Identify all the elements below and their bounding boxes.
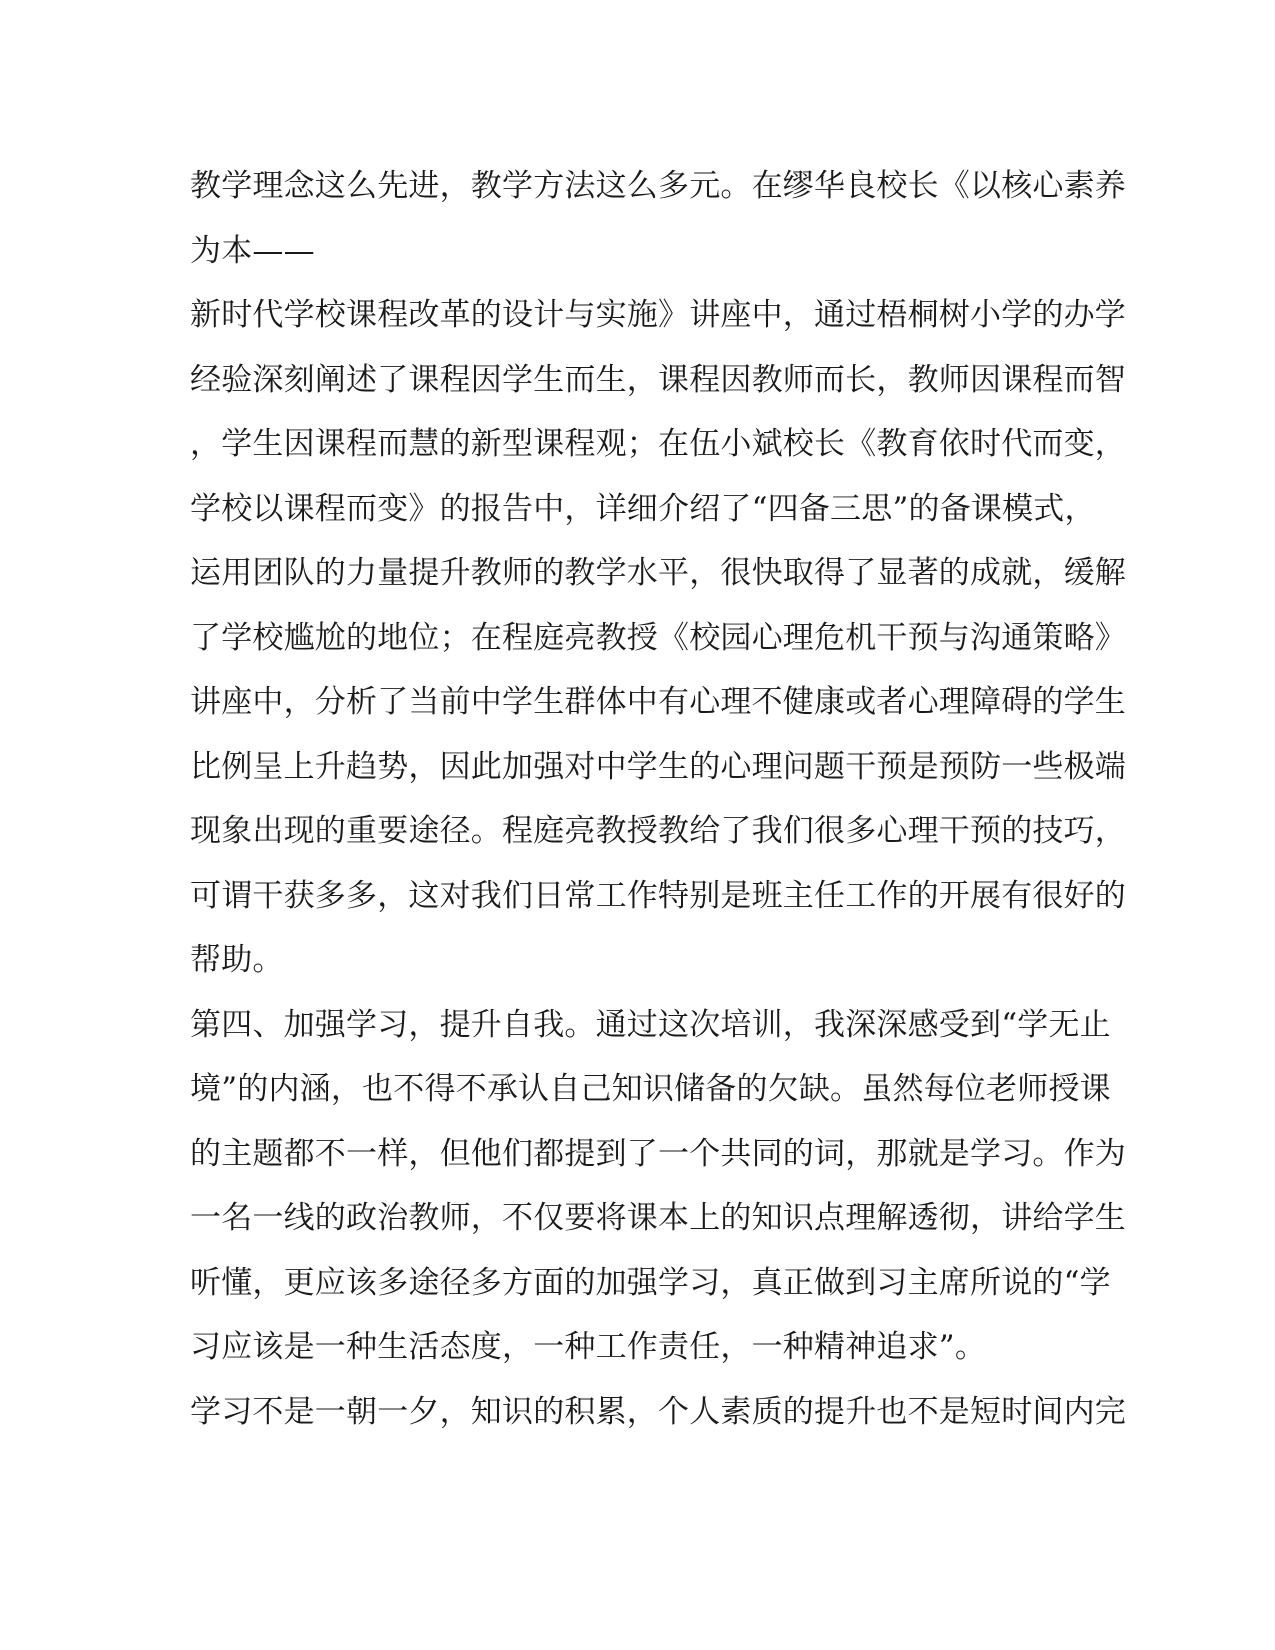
text-line: 讲座中，分析了当前中学生群体中有心理不健康或者心理障碍的学生 [190, 684, 1126, 720]
text-line: 第四、加强学习，提升自我。通过这次培训，我深深感受到“学无止 [190, 1006, 1111, 1043]
text-line: 经验深刻阐述了课程因学生而生，课程因教师而长，教师因课程而智 [190, 361, 1126, 398]
text-line: 帮助。 [190, 942, 284, 978]
body-text [190, 154, 1126, 1444]
text-line: 为本—— [190, 232, 315, 269]
text-line: 听懂，更应该多途径多方面的加强学习，真正做到习主席所说的“学 [190, 1264, 1111, 1301]
text-line: 了学校尴尬的地位；在程庭亮教授《校园心理危机干预与沟通策略》 [190, 619, 1126, 656]
text-line: 新时代学校课程改革的设计与实施》讲座中，通过梧桐树小学的办学 [190, 297, 1126, 333]
text-line: 教学理念这么先进，教学方法这么多元。在缪华良校长《以核心素养 [190, 168, 1126, 204]
text-line: 现象出现的重要途径。程庭亮教授教给了我们很多心理干预的技巧， [190, 813, 1126, 849]
text-line: 习应该是一种生活态度，一种工作责任，一种精神追求”。 [190, 1329, 987, 1365]
text-line: 一名一线的政治教师，不仅要将课本上的知识点理解透彻，讲给学生 [190, 1200, 1126, 1236]
text-line: 运用团队的力量提升教师的教学水平，很快取得了显著的成就，缓解 [190, 555, 1126, 591]
text-line: 境”的内涵，也不得不承认自己知识储备的欠缺。虽然每位老师授课 [190, 1071, 1111, 1107]
text-line: 比例呈上升趋势，因此加强对中学生的心理问题干预是预防一些极端 [190, 748, 1126, 785]
text-line: 可谓干获多多，这对我们日常工作特别是班主任工作的开展有很好的 [190, 877, 1126, 914]
text-line: 的主题都不一样，但他们都提到了一个共同的词，那就是学习。作为 [190, 1135, 1126, 1172]
text-line: ，学生因课程而慧的新型课程观；在伍小斌校长《教育依时代而变， [190, 426, 1126, 462]
text-line: 学习不是一朝一夕，知识的积累，个人素质的提升也不是短时间内完 [190, 1393, 1126, 1430]
text-line: 学校以课程而变》的报告中，详细介绍了“四备三思”的备课模式， [190, 490, 1096, 527]
